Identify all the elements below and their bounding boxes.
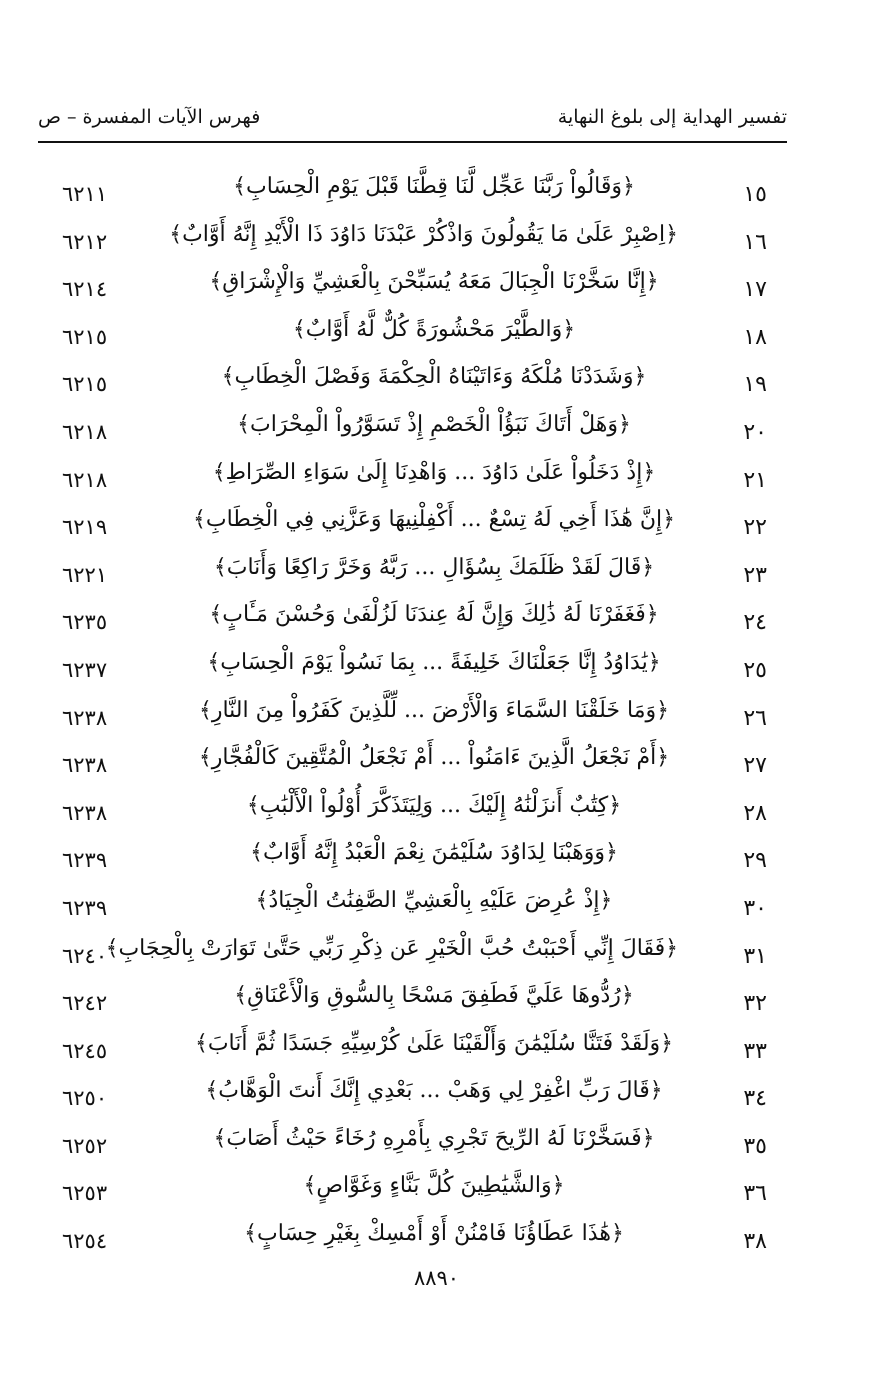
ayah-text: ﴿فَقَالَ إِنِّي أَحْبَبْتُ حُبَّ الْخَيْرِ عَن ذِكْرِ رَبِّي حَتَّىٰ تَوَارَتْ بِالْحِجَابِ﴾ <box>105 935 678 961</box>
page-reference: ٦٢١٤ <box>62 277 108 302</box>
book-title: تفسير الهداية إلى بلوغ النهاية <box>557 106 787 128</box>
list-item <box>0 832 873 880</box>
ayah-text: ﴿قَالَ لَقَدْ ظَلَمَكَ بِسُؤَالِ ... رَبَّهُ وَخَرَّ رَاكِعًا وَأَنَابَ﴾ <box>213 554 655 580</box>
ayah-index-list <box>0 166 873 1261</box>
ayah-number: ٣٢ <box>743 991 767 1017</box>
page-reference: ٦٢١٢ <box>62 229 108 254</box>
page-reference: ٦٢٤٥ <box>62 1038 108 1063</box>
list-item <box>0 1213 873 1261</box>
list-item <box>0 309 873 357</box>
ayah-number: ٣٣ <box>743 1038 767 1064</box>
ayah-number: ١٨ <box>743 324 767 350</box>
list-item <box>0 499 873 547</box>
list-item <box>0 404 873 452</box>
page-reference: ٦٢١٩ <box>62 515 108 540</box>
page-reference: ٦٢٥٢ <box>62 1133 108 1158</box>
ayah-number: ٢٨ <box>743 800 767 826</box>
list-item <box>0 642 873 690</box>
page-reference: ٦٢٣٧ <box>62 657 108 682</box>
list-item <box>0 1023 873 1071</box>
ayah-text: ﴿وَالشَّيَٰطِينَ كُلَّ بَنَّاءٍ وَغَوَّاصٍ﴾ <box>303 1173 565 1199</box>
list-item <box>0 214 873 262</box>
ayah-text: ﴿وَوَهَبْنَا لِدَاوُدَ سُلَيْمَٰنَ نِعْمَ الْعَبْدُ إِنَّهُ أَوَّابٌ﴾ <box>250 840 618 866</box>
ayah-number: ٢٤ <box>743 610 767 636</box>
page-reference: ٦٢٣٩ <box>62 895 108 920</box>
page-reference: ٦٢٥٠ <box>62 1086 108 1111</box>
list-item <box>0 1118 873 1166</box>
page-number: ٨٨٩٠ <box>413 1266 460 1290</box>
ayah-number: ١٩ <box>743 372 767 398</box>
ayah-number: ٢٧ <box>743 753 767 779</box>
page-reference: ٦٢٤٢ <box>62 991 108 1016</box>
ayah-number: ٣٦ <box>743 1181 767 1207</box>
ayah-text: ﴿وَهَلْ أَتَاكَ نَبَؤُاْ الْخَصْمِ إِذْ تَسَوَّرُواْ الْمِحْرَابَ﴾ <box>237 411 631 437</box>
ayah-number: ٢٢ <box>743 515 767 541</box>
list-item <box>0 785 873 833</box>
list-item <box>0 261 873 309</box>
page-reference: ٦٢٣٨ <box>62 705 108 730</box>
page-reference: ٦٢٣٥ <box>62 610 108 635</box>
ayah-number: ١٦ <box>743 229 767 255</box>
ayah-number: ٢٠ <box>743 419 767 445</box>
ayah-text: ﴿فَسَخَّرْنَا لَهُ الرِّيحَ تَجْرِي بِأَمْرِهِ رُخَاءً حَيْثُ أَصَابَ﴾ <box>213 1125 655 1151</box>
page-reference: ٦٢٣٨ <box>62 800 108 825</box>
page-reference: ٦٢٣٩ <box>62 848 108 873</box>
page-reference: ٦٢١٨ <box>62 419 108 444</box>
page-reference: ٦٢٤٠ <box>62 943 108 968</box>
page-reference: ٦٢١٨ <box>62 467 108 492</box>
page-reference: ٦٢٣٨ <box>62 753 108 778</box>
page-header <box>38 100 787 144</box>
ayah-number: ٢١ <box>743 467 767 493</box>
list-item <box>0 356 873 404</box>
ayah-number: ٢٥ <box>743 657 767 683</box>
ayah-number: ٣٨ <box>743 1229 767 1255</box>
list-item <box>0 880 873 928</box>
ayah-text: ﴿وَشَدَدْنَا مُلْكَهُ وَءَاتَيْنَاهُ الْحِكْمَةَ وَفَصْلَ الْخِطَابِ﴾ <box>221 364 647 390</box>
ayah-number: ٢٦ <box>743 705 767 731</box>
ayah-number: ٣٤ <box>743 1086 767 1112</box>
list-item <box>0 547 873 595</box>
ayah-number: ١٥ <box>743 182 767 207</box>
page-reference: ٦٢١٥ <box>62 324 108 349</box>
list-item <box>0 1070 873 1118</box>
ayah-text: ﴿وَمَا خَلَقْنَا السَّمَاءَ وَالْأَرْضَ ... لِّلَّذِينَ كَفَرُواْ مِنَ النَّارِ﴾ <box>198 697 670 723</box>
page-reference: ٦٢٥٣ <box>62 1181 108 1206</box>
list-item <box>0 928 873 976</box>
ayah-text: ﴿رُدُّوهَا عَلَيَّ فَطَفِقَ مَسْحًا بِالسُّوقِ وَالْأَعْنَاقِ﴾ <box>234 983 634 1009</box>
ayah-number: ٢٣ <box>743 562 767 588</box>
ayah-text: ﴿إِنَّ هَٰذَا أَخِي لَهُ تِسْعٌ ... أَكْفِلْنِيهَا وَعَزَّنِي فِي الْخِطَابِ﴾ <box>192 507 676 533</box>
list-item <box>0 690 873 738</box>
ayah-text: ﴿وَقَالُواْ رَبَّنَا عَجِّل لَّنَا قِطَّنَا قَبْلَ يَوْمِ الْحِسَابِ﴾ <box>233 174 635 199</box>
ayah-text: ﴿اِصْبِرْ عَلَىٰ مَا يَقُولُونَ وَاذْكُرْ عَبْدَنَا دَاوُدَ ذَا الْأَيْدِ إِنَّهُ أَوَّابٌ﴾ <box>169 221 678 247</box>
ayah-text: ﴿هَٰذَا عَطَاؤُنَا فَامْنُنْ أَوْ أَمْسِكْ بِغَيْرِ حِسَابٍ﴾ <box>244 1221 624 1247</box>
list-item <box>0 737 873 785</box>
page-reference: ٦٢٢١ <box>62 562 108 587</box>
ayah-text: ﴿وَالطَّيْرَ مَحْشُورَةً كُلٌّ لَّهُ أَوَّابٌ﴾ <box>292 316 576 342</box>
page-reference: ٦٢٥٤ <box>62 1229 108 1254</box>
index-title: فهرس الآيات المفسرة – ص <box>38 106 261 128</box>
ayah-number: ٢٩ <box>743 848 767 874</box>
ayah-text: ﴿إِذْ دَخَلُواْ عَلَىٰ دَاوُدَ ... وَاهْدِنَا إِلَىٰ سَوَاءِ الصِّرَاطِ﴾ <box>212 459 656 485</box>
list-item <box>0 1165 873 1213</box>
ayah-text: ﴿إِنَّا سَخَّرْنَا الْجِبَالَ مَعَهُ يُسَبِّحْنَ بِالْعَشِيِّ وَالْإِشْرَاقِ﴾ <box>209 269 659 295</box>
ayah-number: ١٧ <box>743 277 767 303</box>
page-reference: ٦٢١١ <box>62 182 108 206</box>
ayah-text: ﴿كِتَٰبٌ أَنزَلْنَٰهُ إِلَيْكَ ... وَلِيَتَذَكَّرَ أُوْلُواْ الْأَلْبَٰبِ﴾ <box>246 792 622 818</box>
ayah-number: ٣١ <box>743 943 767 969</box>
ayah-text: ﴿فَغَفَرْنَا لَهُ ذَٰلِكَ وَإِنَّ لَهُ عِندَنَا لَزُلْفَىٰ وَحُسْنَ مَـَٔابٍ﴾ <box>209 602 659 628</box>
list-item <box>0 166 873 214</box>
list-item <box>0 452 873 500</box>
ayah-text: ﴿إِذْ عُرِضَ عَلَيْهِ بِالْعَشِيِّ الصَّٰفِنَٰتُ الْجِيَادُ﴾ <box>255 887 613 913</box>
ayah-number: ٣٠ <box>743 895 767 921</box>
ayah-text: ﴿يَٰدَاوُدُ إِنَّا جَعَلْنَاكَ خَلِيفَةً ... بِمَا نَسُواْ يَوْمَ الْحِسَابِ﴾ <box>207 649 661 675</box>
ayah-text: ﴿وَلَقَدْ فَتَنَّا سُلَيْمَٰنَ وَأَلْقَيْنَا عَلَىٰ كُرْسِيِّهِ جَسَدًا ثُمَّ أَنَابَ﴾ <box>194 1030 674 1056</box>
list-item <box>0 975 873 1023</box>
ayah-text: ﴿أَمْ نَجْعَلُ الَّذِينَ ءَامَنُواْ ... أَمْ نَجْعَلُ الْمُتَّقِينَ كَالْفُجَّارِ﴾ <box>198 745 670 771</box>
header-divider <box>38 141 787 143</box>
ayah-text: ﴿قَالَ رَبِّ اغْفِرْ لِي وَهَبْ ... بَعْدِي إِنَّكَ أَنتَ الْوَهَّابُ﴾ <box>205 1078 663 1104</box>
ayah-number: ٣٥ <box>743 1133 767 1159</box>
list-item <box>0 594 873 642</box>
page-reference: ٦٢١٥ <box>62 372 108 397</box>
